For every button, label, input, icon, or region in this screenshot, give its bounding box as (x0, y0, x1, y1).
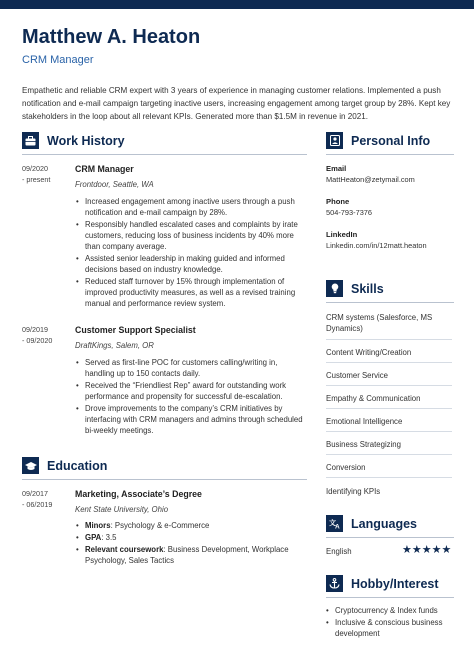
skill-divider (326, 477, 452, 478)
svg-text:文: 文 (328, 520, 336, 527)
languages-heading: Languages (351, 516, 417, 531)
education-details (75, 520, 307, 567)
star-icon: ★ (402, 544, 412, 556)
list-item: • Minors: Psychology & e-Commerce (75, 520, 307, 531)
skill-item: Empathy & Communication (326, 394, 421, 403)
translate-icon (326, 515, 343, 532)
hobby-list (326, 605, 454, 640)
email-value: MattHeaton@zetymail.com (326, 175, 415, 184)
star-icon: ★ (421, 544, 432, 556)
skill-item: Emotional Intelligence (326, 417, 403, 426)
section-skills (326, 280, 384, 297)
skill-divider (326, 362, 452, 363)
phone-value: 504-793-7376 (326, 208, 373, 217)
star-icon: ★ (411, 544, 422, 556)
language-name: English (326, 547, 352, 556)
skills-rule (326, 302, 454, 303)
education-rule (22, 479, 307, 480)
star-icon: ★ (441, 544, 452, 556)
svg-text:A: A (334, 523, 340, 529)
list-item: • Received the “Friendliest Rep” award for outstanding work performance and propensity for successful de-escalation. (75, 380, 307, 402)
education-school: Kent State University, Ohio (75, 505, 169, 514)
header-accent-bar (0, 0, 474, 9)
list-item: • Relevant coursework: Business Development, Workplace Psychology, Sales Tactics (75, 544, 307, 566)
education-date: 09/2017 - 06/2019 (22, 489, 53, 509)
candidate-title: CRM Manager (22, 54, 94, 66)
candidate-name: Matthew A. Heaton (22, 26, 201, 48)
skill-item: CRM systems (Salesforce, MS Dynamics) (326, 313, 433, 333)
job-company: Frontdoor, Seattle, WA (75, 180, 154, 189)
hobby-heading: Hobby/Interest (351, 576, 439, 591)
linkedin-label: LinkedIn (326, 230, 358, 239)
section-hobby (326, 575, 439, 592)
job-company: DraftKings, Salem, OR (75, 341, 154, 350)
job-position: CRM Manager (75, 164, 134, 174)
skill-divider (326, 454, 452, 455)
skill-item: Conversion (326, 463, 366, 472)
work-history-rule (22, 154, 307, 155)
section-education (22, 457, 107, 474)
list-item: • Assisted senior leadership in making guided and informed decisions based on industry knowledge. (75, 253, 307, 275)
list-item: • Drove improvements to the company’s CRM initiatives by interfacing with CRM managers and admins through scheduled bi-weekly meetings. (75, 403, 307, 436)
education-degree: Marketing, Associate’s Degree (75, 489, 202, 499)
skill-item: Identifying KPIs (326, 487, 381, 496)
lightbulb-icon (326, 280, 343, 297)
language-rating (402, 543, 451, 556)
job-bullets (75, 357, 307, 437)
professional-summary: Empathetic and reliable CRM expert with 3 years of experience in managing customer relations. Implemented a push notification and e-mail campaign targeting inactive users, increasing engagement among target group by 28%. Kept key stakeholders in the loop about all relevant KPIs. Generated more than $1.5M in revenue in 2021. (22, 86, 451, 121)
job-bullets (75, 196, 307, 310)
section-languages (326, 515, 417, 532)
graduation-cap-icon (22, 457, 39, 474)
anchor-icon (326, 575, 343, 592)
phone-label: Phone (326, 197, 350, 206)
list-item: • GPA: 3.5 (75, 532, 307, 543)
list-item: • Served as first-line POC for customers calling/writing in, handling up to 150 contacts daily. (75, 357, 307, 379)
list-item: • Inclusive & conscious business development (326, 617, 454, 639)
section-personal-info (326, 132, 430, 149)
section-work-history (22, 132, 125, 149)
job-date: 09/2019 - 09/2020 (22, 325, 53, 345)
skill-item: Content Writing/Creation (326, 348, 412, 357)
list-item: • Reduced staff turnover by 15% through implementation of improved productivity measures, as well as a revised training manual and performance review system. (75, 276, 307, 309)
list-item: • Increased engagement among inactive users through a push notification and e-mail campaign by 28%. (75, 196, 307, 218)
person-card-icon (326, 132, 343, 149)
list-item: • Responsibly handled escalated cases and complaints by irate customers, reducing loss of business incidents by 40% more than company average. (75, 219, 307, 252)
skill-divider (326, 385, 452, 386)
skill-item: Customer Service (326, 371, 388, 380)
job-position: Customer Support Specialist (75, 325, 196, 335)
linkedin-value: Linkedin.com/in/12matt.heaton (326, 241, 427, 250)
skill-divider (326, 408, 452, 409)
star-icon: ★ (431, 544, 442, 556)
languages-rule (326, 537, 454, 538)
job-date: 09/2020 - present (22, 164, 51, 184)
list-item: • Cryptocurrency & Index funds (326, 605, 454, 616)
hobby-rule (326, 597, 454, 598)
skill-item: Business Strategizing (326, 440, 401, 449)
education-heading: Education (47, 458, 108, 473)
skills-heading: Skills (351, 281, 384, 296)
skill-divider (326, 339, 452, 340)
personal-info-rule (326, 154, 454, 155)
briefcase-icon (22, 132, 39, 149)
email-label: Email (326, 164, 347, 173)
work-history-heading: Work History (47, 133, 125, 148)
personal-info-heading: Personal Info (351, 133, 431, 148)
skill-divider (326, 431, 452, 432)
